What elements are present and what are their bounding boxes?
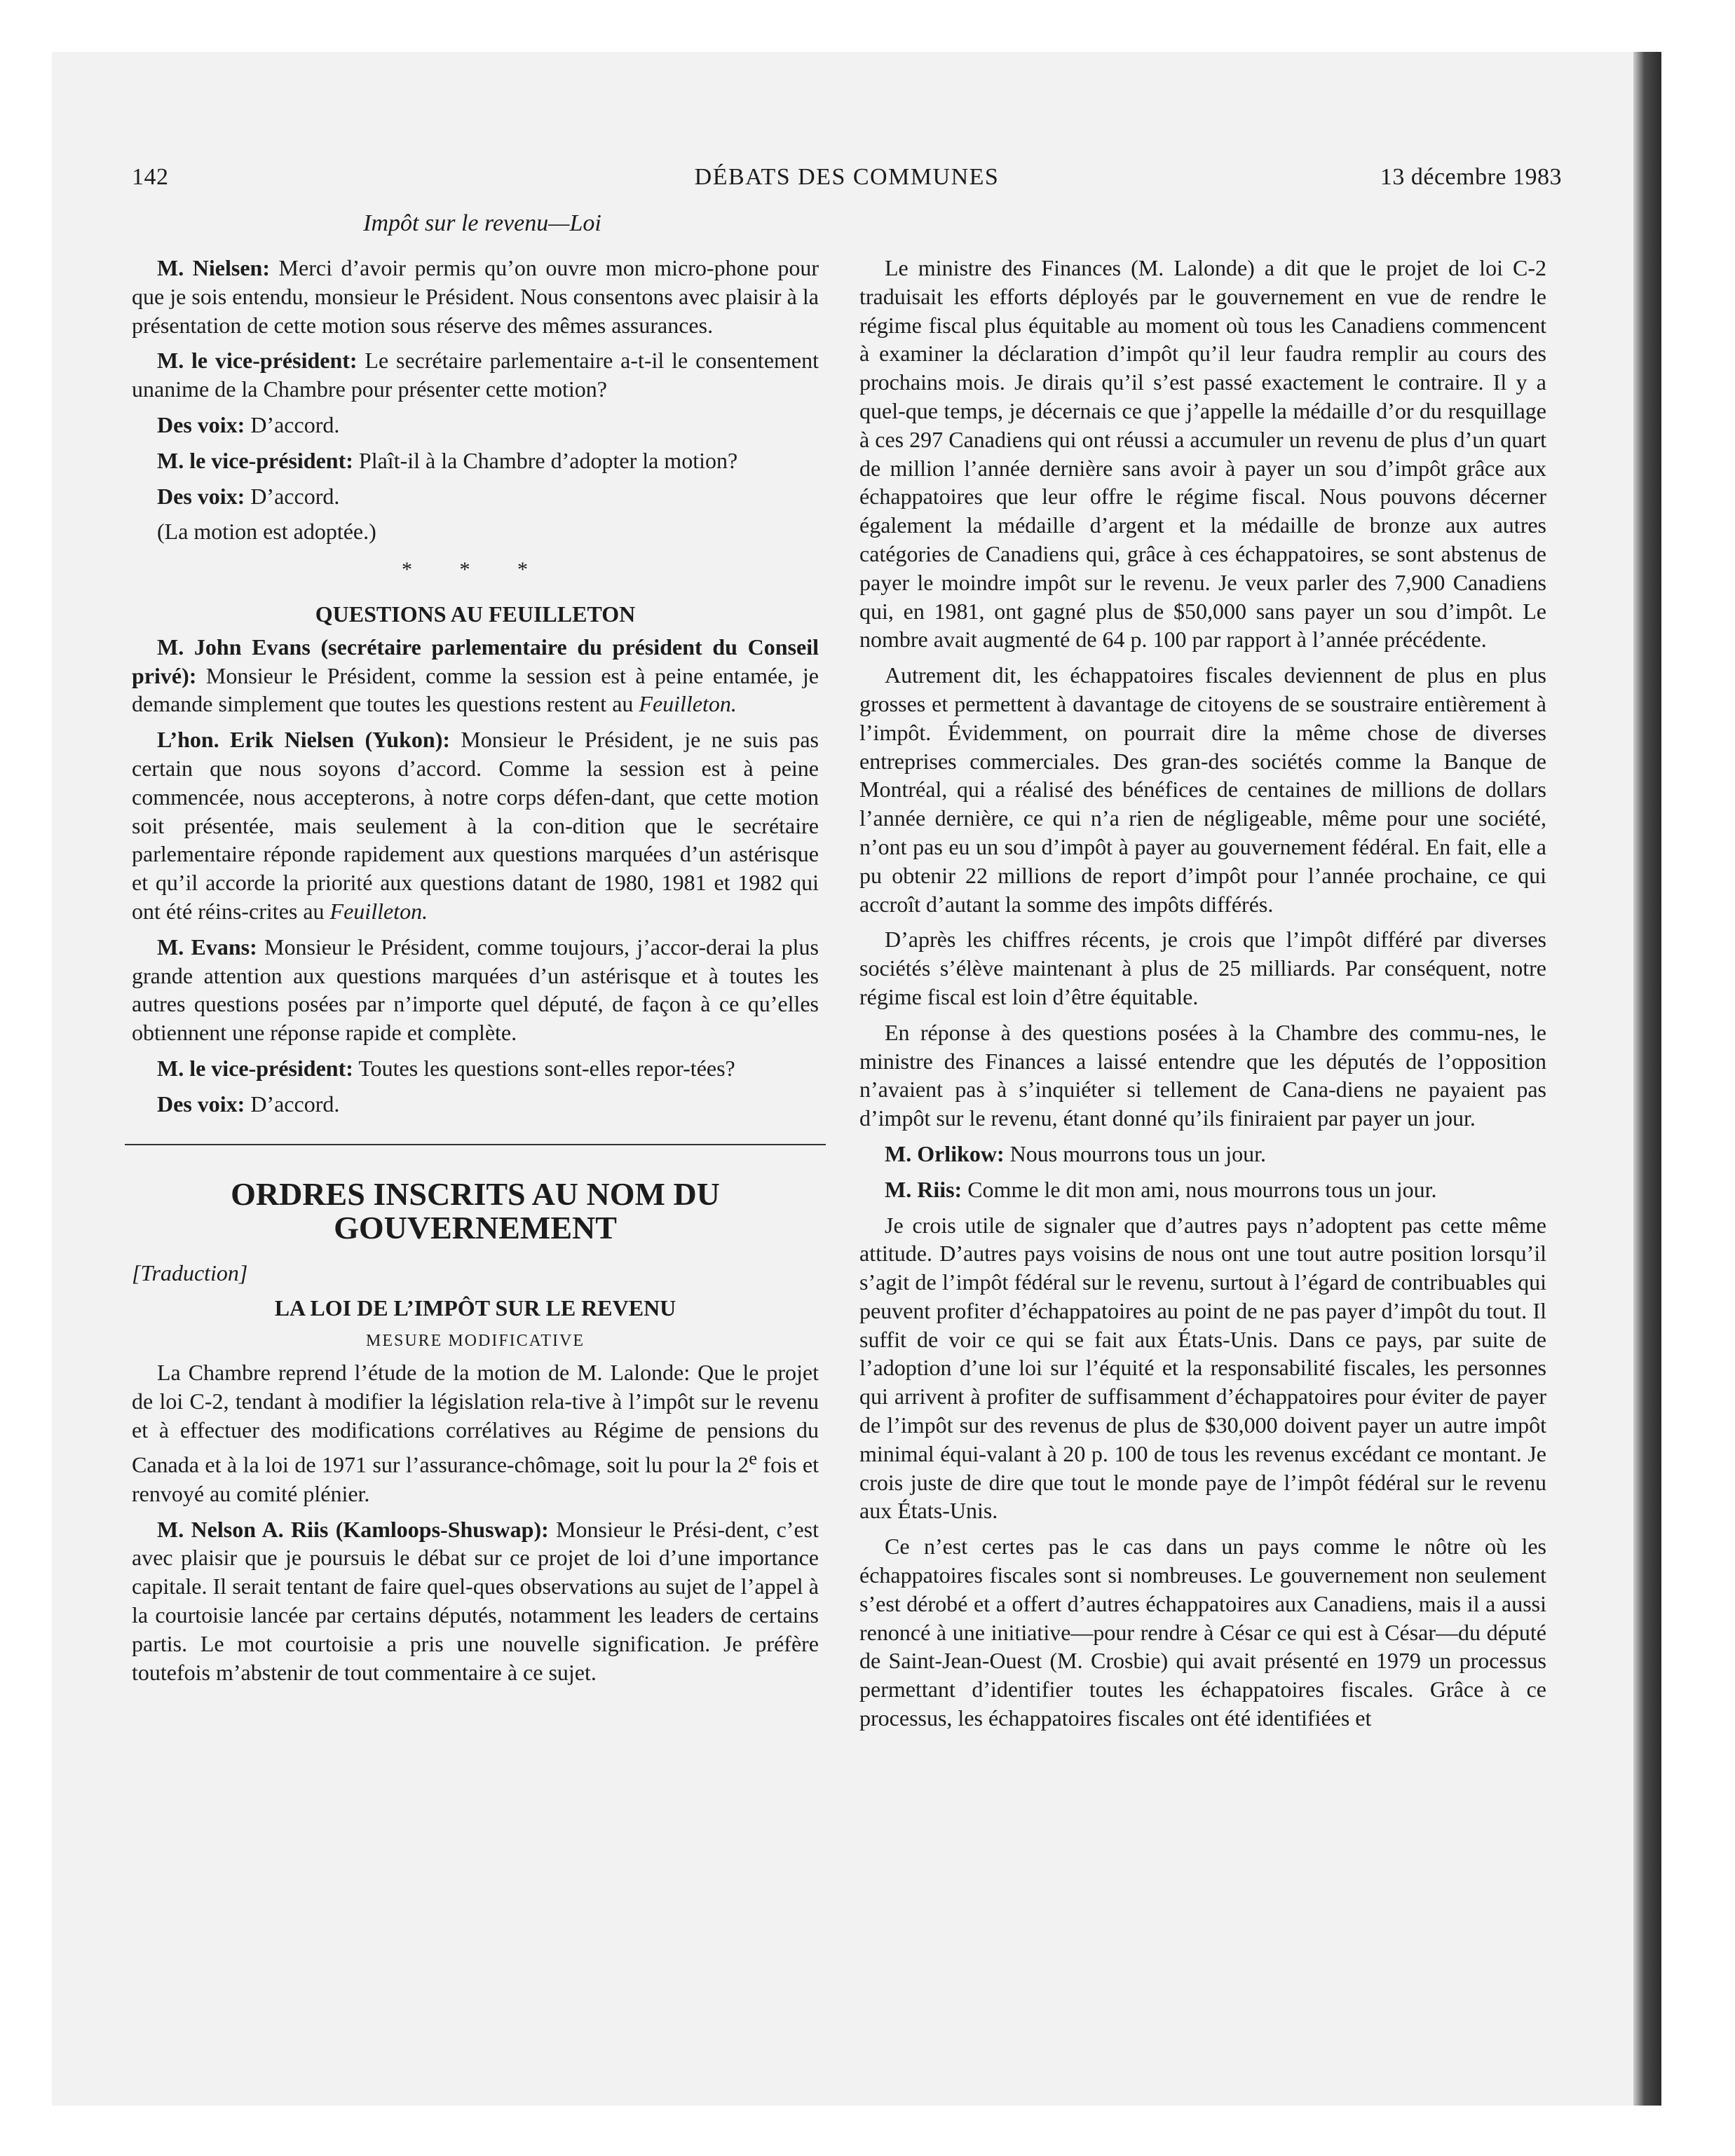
paragraph: L’hon. Erik Nielsen (Yukon): Monsieur le Président, je ne suis pas certain que nous soyons d’accord. Comme la session est à peine commencée, nous accepterons, à notre corps défen-dant, que cette motion soit présentée, mais seulement à la con-dition que le secrétaire parlementaire réponde rapidement aux questions marquées d’un astérisque et qu’il accorde la priorité aux questions datant de 1980, 1981 et 1982 qui ont été réins-crites au Feuilleton. xyxy=(132,727,819,924)
paragraph: M. Nielsen: Merci d’avoir permis qu’on ouvre mon micro-phone pour que je sois entendu, monsieur le Président. Nous consentons avec plaisir à la présentation de cette motion sous réserve des mêmes assurances. xyxy=(132,255,819,338)
paragraph: Autrement dit, les échappatoires fiscales deviennent de plus en plus grosses et permettent à davantage de citoyens de se soustraire entièrement à l’impôt. Évidemment, on pourrait dire la même chose de diverses entreprises commerciales. Des gran-des sociétés comme la Banque de Montréal, qui a réalisé des bénéfices de centaines de millions de dollars l’année dernière, ce qui n’a rien de négligeable, même pour une société, n’ont pas eu un sou d’impôt à payer au gouvernement fédéral. En fait, elle a pu obtenir 22 millions de report d’impôt pour l’année prochaine, ce qui accroît d’autant la somme des impôts différés. xyxy=(859,662,1546,917)
speaker: M. Nielsen: xyxy=(157,255,270,280)
speaker: M. Riis: xyxy=(885,1176,962,1202)
speaker: M. le vice-président: xyxy=(157,447,353,473)
page-number: 142 xyxy=(132,164,169,190)
paragraph: D’après les chiffres récents, je crois que l’impôt différé par diverses sociétés s’élève maintenant à plus de 25 milliards. Par conséquent, notre régime fiscal est loin d’être équitable. xyxy=(859,927,1546,1009)
paragraph: Des voix: D’accord. xyxy=(157,411,340,437)
paragraph: (La motion est adoptée.) xyxy=(157,519,376,545)
speaker: M. Evans: xyxy=(157,934,257,960)
scan-edge-shadow xyxy=(1633,52,1661,2106)
paragraph: M. Riis: Comme le dit mon ami, nous mourrons tous un jour. xyxy=(885,1176,1437,1202)
paragraph: M. John Evans (secrétaire parlementaire du président du Conseil privé): Monsieur le Président, comme la session est à peine entamée, je demande simplement que toutes les questions restent au Feuilleton. xyxy=(132,634,819,717)
speaker: Des voix: xyxy=(157,1091,245,1117)
speaker: M. le vice-président: xyxy=(157,1055,353,1081)
speaker: Des voix: xyxy=(157,411,245,437)
speaker: M. John Evans (secrétaire parlementaire du président du Conseil privé): xyxy=(132,634,819,688)
page-date: 13 décembre 1983 xyxy=(1380,164,1562,190)
paragraph: M. le vice-président: Toutes les questions sont-elles repor-tées? xyxy=(157,1055,735,1081)
paragraph: Des voix: D’accord. xyxy=(157,1091,340,1117)
section-heading: QUESTIONS AU FEUILLETON xyxy=(315,601,636,627)
paragraph: Ce n’est certes pas le cas dans un pays comme le nôtre où les échappatoires fiscales sont si nombreuses. Le gouvernement non seulement s’est dérobé et a offert d’autres échappatoires aux Canadiens, mais il a aussi renoncé à une initiative—pour rendre à César ce qui est à César—du député de Saint-Jean-Ouest (M. Crosbie) qui avait présenté en 1979 un processus permettant d’identifier toutes les échappatoires fiscales. Grâce à ce processus, les échappatoires fiscales ont été identifiées et xyxy=(859,1534,1546,1731)
paragraph: M. Orlikow: Nous mourrons tous un jour. xyxy=(885,1140,1266,1166)
right-column xyxy=(859,254,1546,1740)
paragraph: M. le vice-président: Plaît-il à la Chambre d’adopter la motion? xyxy=(157,447,738,473)
paragraph: M. Nelson A. Riis (Kamloops-Shuswap): Monsieur le Prési-dent, c’est avec plaisir que je poursuis le débat sur ce projet de loi d’une importance capitale. Il serait tentant de faire quel-ques observations au sujet de l’appel à la courtoisie lancée par certains députés, notamment les leaders de certains partis. Le mot courtoisie a pris une nouvelle signification. Je préfère toutefois m’abstenir de tout commentaire à ce sujet. xyxy=(132,1516,819,1685)
speaker: M. Nelson A. Riis (Kamloops-Shuswap): xyxy=(157,1516,549,1542)
paragraph: En réponse à des questions posées à la Chambre des commu-nes, le ministre des Finances a laissé entendre que les députés de l’opposition n’avaient pas à s’inquiéter si tellement de Cana-diens ne payaient pas d’impôt sur le revenu, étant donné qu’ils finiraient par payer un jour. xyxy=(859,1019,1546,1131)
page-header xyxy=(132,164,1562,203)
paragraph: Des voix: D’accord. xyxy=(157,483,340,509)
paragraph: Le ministre des Finances (M. Lalonde) a dit que le projet de loi C-2 traduisait les efforts déployés par le gouvernement en vue de rendre le régime fiscal plus équitable au moment où tous les Canadiens commencent à examiner la déclaration d’impôt qu’il leur faudra remplir au cours des prochains mois. Je dirais qu’il s’est passé exactement le contraire. Il y a quel-que temps, je décernais ce que j’appelle la médaille d’or du resquillage à ces 297 Canadiens qui ont réussi a accumuler un revenu de plus d’un quart de million l’année dernière sans avoir à payer un sou d’impôt grâce aux échappatoires que leur offre le régime fiscal. Nous pouvons décerner également la médaille d’argent et la médaille de bronze aux autres catégories de Canadiens qui, grâce à ces échappatoires, se sont abstenus de payer le moindre impôt sur le revenu. Je veux parler des 7,900 Canadiens qui, en 1981, ont gagné plus de $50,000 sans payer un sou d’impôt. Le nombre avait augmenté de 64 p. 100 par rapport à l’année précédente. xyxy=(859,255,1546,653)
speaker: M. Orlikow: xyxy=(885,1140,1005,1166)
running-title: DÉBATS DES COMMUNES xyxy=(694,164,1000,190)
translation-note: [Traduction] xyxy=(132,1260,248,1285)
paragraph: M. Evans: Monsieur le Président, comme toujours, j’accor-derai la plus grande attention aux questions marquées d’un astérisque et à toutes les autres questions posées par n’importe quel député, de façon à ce qu’elles obtiennent une réponse rapide et complète. xyxy=(132,934,819,1046)
section-separator: * * * xyxy=(402,558,549,582)
speaker: M. le vice-président: xyxy=(157,348,358,374)
measure-subheading: MESURE MODIFICATIVE xyxy=(365,1332,585,1351)
left-column xyxy=(132,254,819,1693)
subject-heading: Impôt sur le revenu—Loi xyxy=(363,210,601,236)
section-rule xyxy=(125,1144,826,1145)
speaker: L’hon. Erik Nielsen (Yukon): xyxy=(157,727,450,753)
law-heading: LA LOI DE L’IMPÔT SUR LE REVENU xyxy=(274,1295,676,1321)
paragraph: La Chambre reprend l’étude de la motion de M. Lalonde: Que le projet de loi C-2, tendant à modifier la législation rela-tive à l’impôt sur le revenu et à effectuer des modifications corrélatives au Régime de pensions du Canada et à la loi de 1971 sur l’assurance-chômage, soit lu pour la 2e fois et renvoyé au comité plénier. xyxy=(132,1359,819,1506)
orders-heading: ORDRES INSCRITS AU NOM DU GOUVERNEMENT xyxy=(231,1175,720,1246)
paragraph: Je crois utile de signaler que d’autres pays n’adoptent pas cette même attitude. D’autres pays voisins de nous ont une tout autre position lorsqu’il s’agit de l’impôt fédéral sur le revenu, surtout à l’égard de contribuables qui peuvent profiter d’échappatoires au point de ne pas payer d’impôt du tout. Il suffit de voir ce qui se fait aux États-Unis. Dans ce pays, par suite de l’adoption d’une loi sur l’équité et la responsabilité fiscales, les personnes qui arrivent à profiter de suffisamment d’échappatoires pour éviter de payer de l’impôt sur des revenus de plus de $30,000 doivent payer un autre impôt minimal équi-valant à 20 p. 100 de tous les revenus excédant ce montant. Je crois juste de dire que tout le monde paye de l’impôt fédéral sur le revenu aux États-Unis. xyxy=(859,1212,1546,1524)
paragraph: M. le vice-président: Le secrétaire parlementaire a-t-il le consentement unanime de la Chambre pour présenter cette motion? xyxy=(132,348,819,402)
speaker: Des voix: xyxy=(157,483,245,509)
